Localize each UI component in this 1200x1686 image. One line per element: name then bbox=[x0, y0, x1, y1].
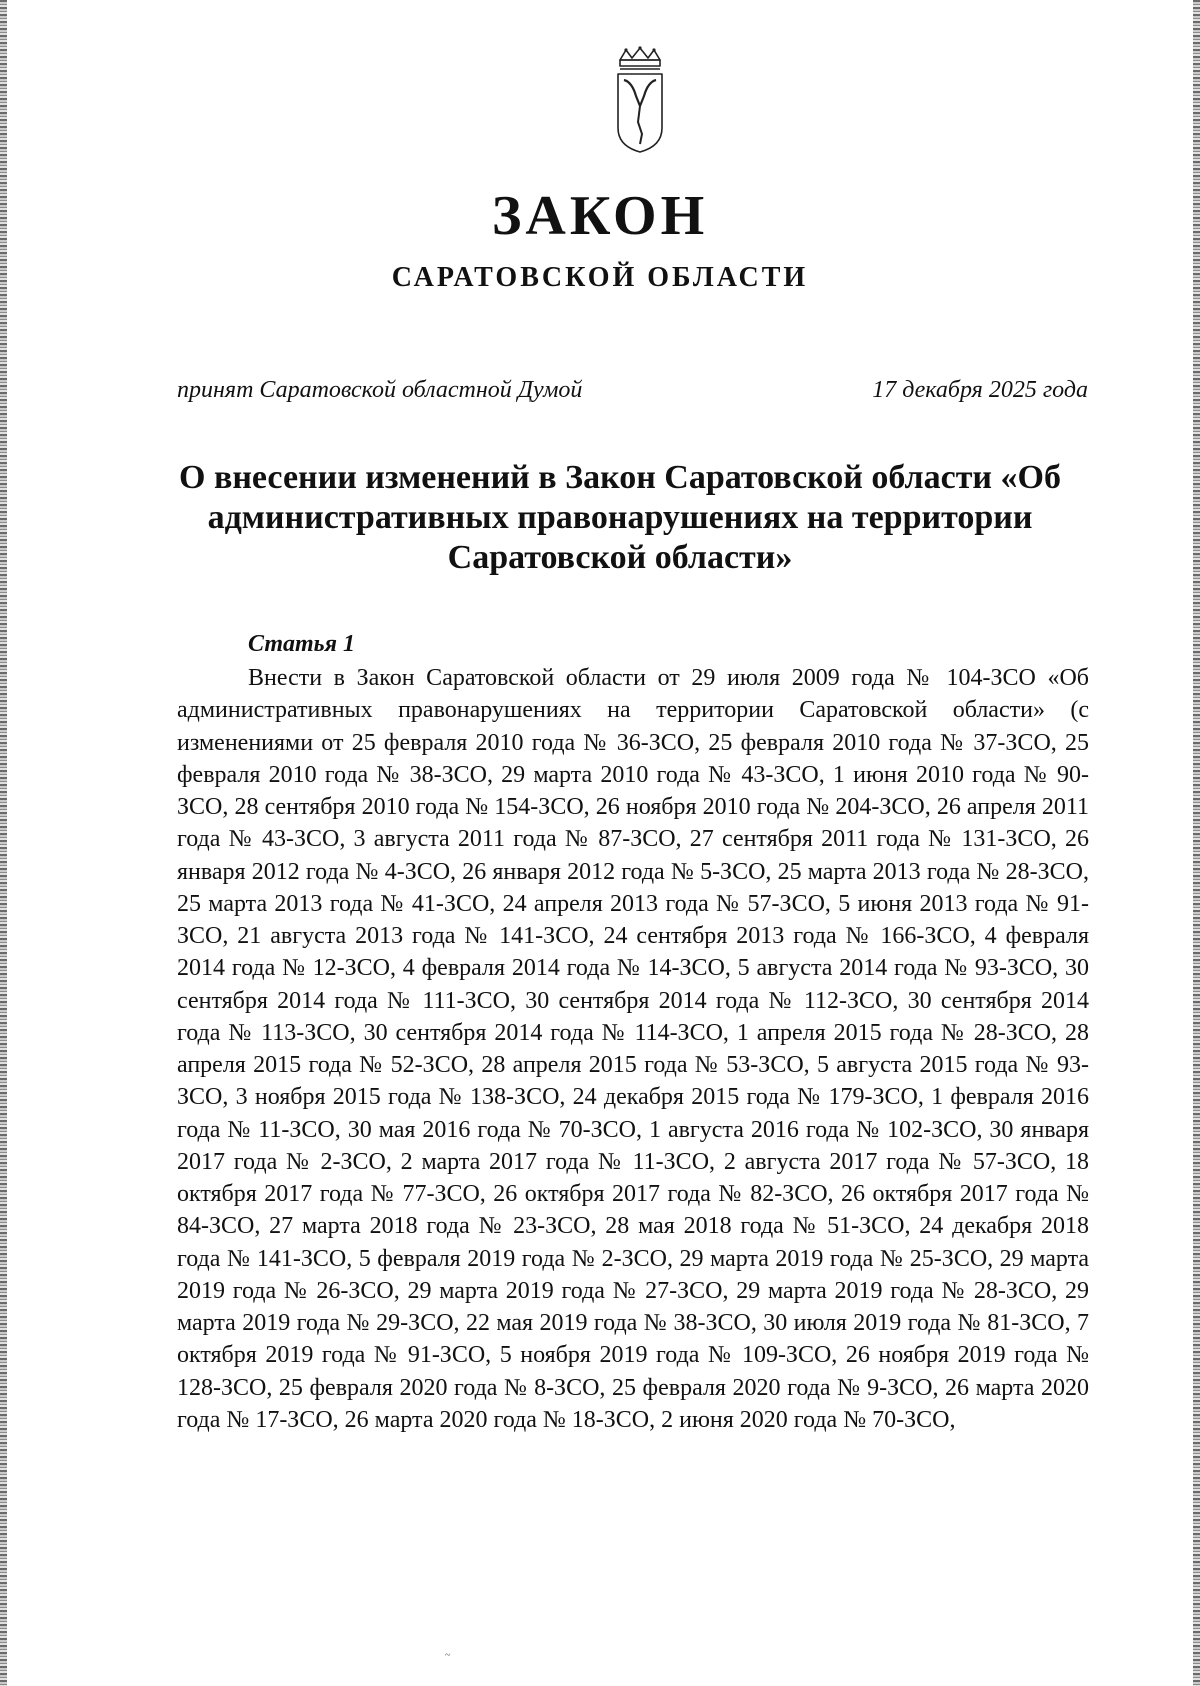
footer-mark: ~ bbox=[445, 1650, 451, 1661]
adoption-date: 17 декабря 2025 года bbox=[872, 377, 1088, 403]
coat-of-arms-icon bbox=[610, 46, 670, 166]
law-title: О внесении изменений в Закон Саратовской области «Об административных правонарушениях на территории Саратовской области» bbox=[179, 459, 1061, 576]
scan-edge-left bbox=[0, 0, 7, 1686]
scan-edge-right bbox=[1193, 0, 1200, 1686]
article-heading: Статья 1 bbox=[248, 631, 356, 657]
adoption-authority: принят Саратовской областной Думой bbox=[177, 377, 583, 403]
document-subtitle: САРАТОВСКОЙ ОБЛАСТИ bbox=[391, 262, 809, 293]
document-title: ЗАКОН bbox=[491, 185, 709, 247]
article-body: Внести в Закон Саратовской области от 29 июля 2009 года № 104-ЗСО «Об административных правонарушениях на территории Саратовской области» (с изменениями от 25 февраля 2010 года № 36-ЗСО, 25 февраля 2010 года № 37-ЗСО, 25 февраля 2010 года № 38-ЗСО, 29 марта 2010 года № 43-ЗСО, 1 июня 2010 года № 90-ЗСО, 28 сентября 2010 года № 154-ЗСО, 26 ноября 2010 года № 204-ЗСО, 26 апреля 2011 года № 43-ЗСО, 3 августа 2011 года № 87-ЗСО, 27 сентября 2011 года № 131-ЗСО, 26 января 2012 года № 4-ЗСО, 26 января 2012 года № 5-ЗСО, 25 марта 2013 года № 28-ЗСО, 25 марта 2013 года № 41-ЗСО, 24 апреля 2013 года № 57-ЗСО, 5 июня 2013 года № 91-ЗСО, 21 августа 2013 года № 141-ЗСО, 24 сентября 2013 года № 166-ЗСО, 4 февраля 2014 года № 12-ЗСО, 4 февраля 2014 года № 14-ЗСО, 5 августа 2014 года № 93-ЗСО, 30 сентября 2014 года № 111-ЗСО, 30 сентября 2014 года № 112-ЗСО, 30 сентября 2014 года № 113-ЗСО, 30 сентября 2014 года № 114-ЗСО, 1 апреля 2015 года № 28-ЗСО, 28 апреля 2015 года № 52-ЗСО, 28 апреля 2015 года № 53-ЗСО, 5 августа 2015 года № 93-ЗСО, 3 ноября 2015 года № 138-ЗСО, 24 декабря 2015 года № 179-ЗСО, 1 февраля 2016 года № 11-ЗСО, 30 мая 2016 года № 70-ЗСО, 1 августа 2016 года № 102-ЗСО, 30 января 2017 года № 2-ЗСО, 2 марта 2017 года № 11-ЗСО, 2 августа 2017 года № 57-ЗСО, 18 октября 2017 года № 77-ЗСО, 26 октября 2017 года № 82-ЗСО, 26 октября 2017 года № 84-ЗСО, 27 марта 2018 года № 23-ЗСО, 28 мая 2018 года № 51-ЗСО, 24 декабря 2018 года № 141-ЗСО, 5 февраля 2019 года № 2-ЗСО, 29 марта 2019 года № 25-ЗСО, 29 марта 2019 года № 26-ЗСО, 29 марта 2019 года № 27-ЗСО, 29 марта 2019 года № 28-ЗСО, 29 марта 2019 года № 29-ЗСО, 22 мая 2019 года № 38-ЗСО, 30 июля 2019 года № 81-ЗСО, 7 октября 2019 года № 91-ЗСО, 5 ноября 2019 года № 109-ЗСО, 26 ноября 2019 года № 128-ЗСО, 25 февраля 2020 года № 8-ЗСО, 25 февраля 2020 года № 9-ЗСО, 26 марта 2020 года № 17-ЗСО, 26 марта 2020 года № 18-ЗСО, 2 июня 2020 года № 70-ЗСО, bbox=[177, 665, 1089, 1433]
